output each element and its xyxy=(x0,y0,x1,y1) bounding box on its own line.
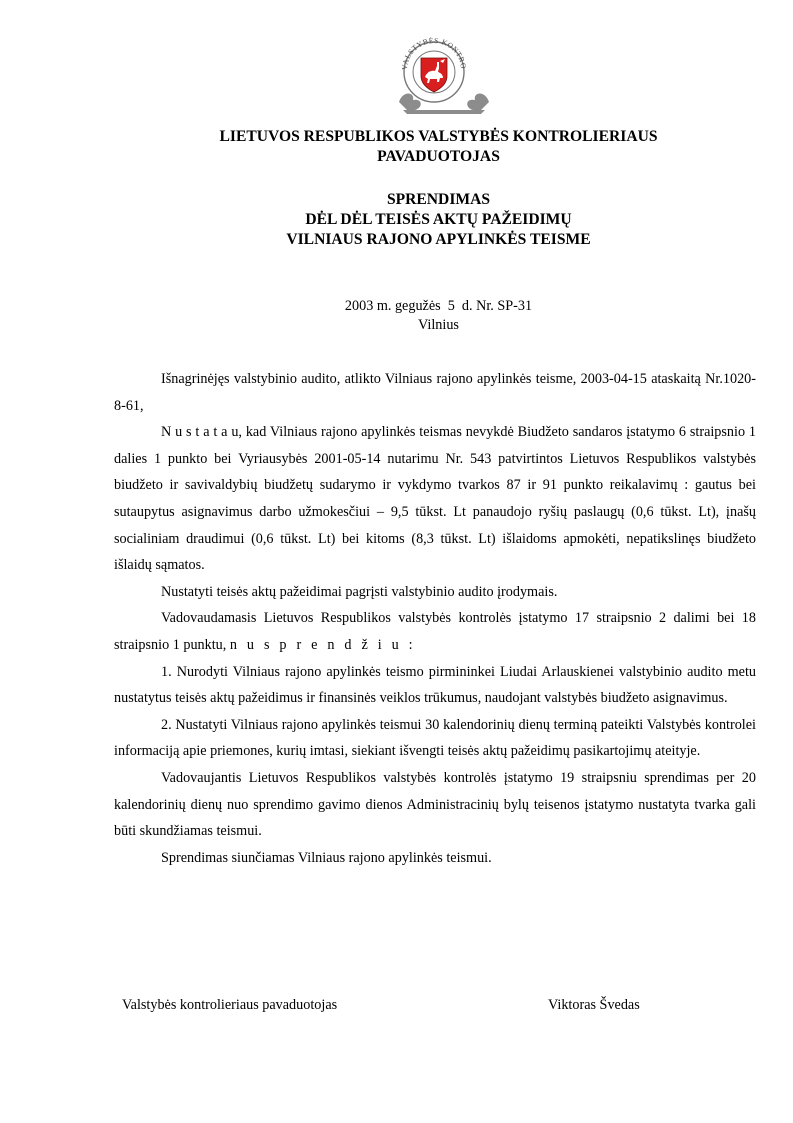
title-line-2: DĖL DĖL TEISĖS AKTŲ PAŽEIDIMŲ xyxy=(305,211,572,228)
vytis-coat-of-arms-icon xyxy=(393,32,495,116)
paragraph-sent-to: Sprendimas siunčiamas Vilniaus rajono apylinkės teismui. xyxy=(161,849,492,866)
paragraph-basis xyxy=(114,605,756,658)
decide-word: n u s p r e n d ž i u : xyxy=(229,636,416,653)
authority-line-1: LIETUVOS RESPUBLIKOS VALSTYBĖS KONTROLIERIAUS xyxy=(219,128,658,145)
findings-text: , kad Vilniaus rajono apylinkės teismas nevykdė Biudžeto sandaros įstatymo 6 straipsnio 1 dalies 1 punkto bei Vyriausybės 2001-05-14 nutarimu Nr. 543 patvirtintos Lietuvos Respublikos valstybės biudžeto ir savivaldybių biudžetų sudarymo ir vykdymo tvarkos 87 ir 91 punkto reikalavimų : gautus bei sutaupytus asignavimus darbo užmokesčiui – 9,5 tūkst. Lt panaudojo ryšių paslaugų (0,6 tūkst. Lt), įnašų socialiniam draudimui (0,6 tūkst. Lt) bei kitoms (8,3 tūkst. Lt) išlaidoms apmokėti, nepatikslinęs biudžeto išlaidų sąmatos. xyxy=(114,424,756,574)
paragraph-item-2: 2. Nustatyti Vilniaus rajono apylinkės teismui 30 kalendorinių dienų terminą pateikti Valstybės kontrolei informaciją apie priemones, kurių imtasi, siekiant išvengti teisės aktų pažeidimų pasikartojimų ateityje. xyxy=(114,716,756,760)
authority-line-2: PAVADUOTOJAS xyxy=(377,148,500,165)
paragraph-item-1: 1. Nurodyti Vilniaus rajono apylinkės teismo pirmininkei Liudai Arlauskienei valstybinio audito metu nustatytus teisės aktų pažeidimus ir finansinės veiklos trūkumus, naudojant valstybės biudžeto asignavimus. xyxy=(114,663,756,707)
findings-lead: N u s t a t a u xyxy=(161,424,239,441)
title-line-3: VILNIAUS RAJONO APYLINKĖS TEISME xyxy=(286,231,591,248)
state-audit-emblem xyxy=(393,32,495,116)
authority-heading xyxy=(42,127,793,167)
paragraph-appeal: Vadovaujantis Lietuvos Respublikos valstybės kontrolės įstatymo 19 straipsniu sprendimas per 20 kalendorinių dienų nuo sprendimo gavimo dienos Administracinių bylų teisenos įstatymo nustatyta tvarka gali būti skundžiamas teismui. xyxy=(114,769,756,840)
paragraph-reviewed: Išnagrinėjęs valstybinio audito, atlikto Vilniaus rajono apylinkės teisme, 2003-04-15 ataskaitą Nr.1020-8-61, xyxy=(114,371,756,414)
svg-text:VALSTYBĖS KONTROLĖ: VALSTYBĖS KONTRO xyxy=(399,35,469,71)
decision-title xyxy=(42,190,793,250)
date-and-number xyxy=(42,297,793,335)
paragraph-findings xyxy=(114,419,756,579)
decision-place: Vilnius xyxy=(418,317,459,333)
paragraph-evidence: Nustatyti teisės aktų pažeidimai pagrįsti valstybinio audito įrodymais. xyxy=(161,583,558,600)
decision-date: 2003 m. gegužės 5 d. Nr. SP-31 xyxy=(344,298,533,314)
signatory-name: Viktoras Švedas xyxy=(548,997,640,1013)
signatory-position: Valstybės kontrolieriaus pavaduotojas xyxy=(122,997,338,1013)
decision-body xyxy=(114,366,756,871)
basis-text: Vadovaudamasis Lietuvos Respublikos valstybės kontrolės įstatymo 17 straipsnio 2 dalimi bei 18 straipsnio 1 punktu, xyxy=(114,610,756,653)
title-line-1: SPRENDIMAS xyxy=(386,191,491,208)
